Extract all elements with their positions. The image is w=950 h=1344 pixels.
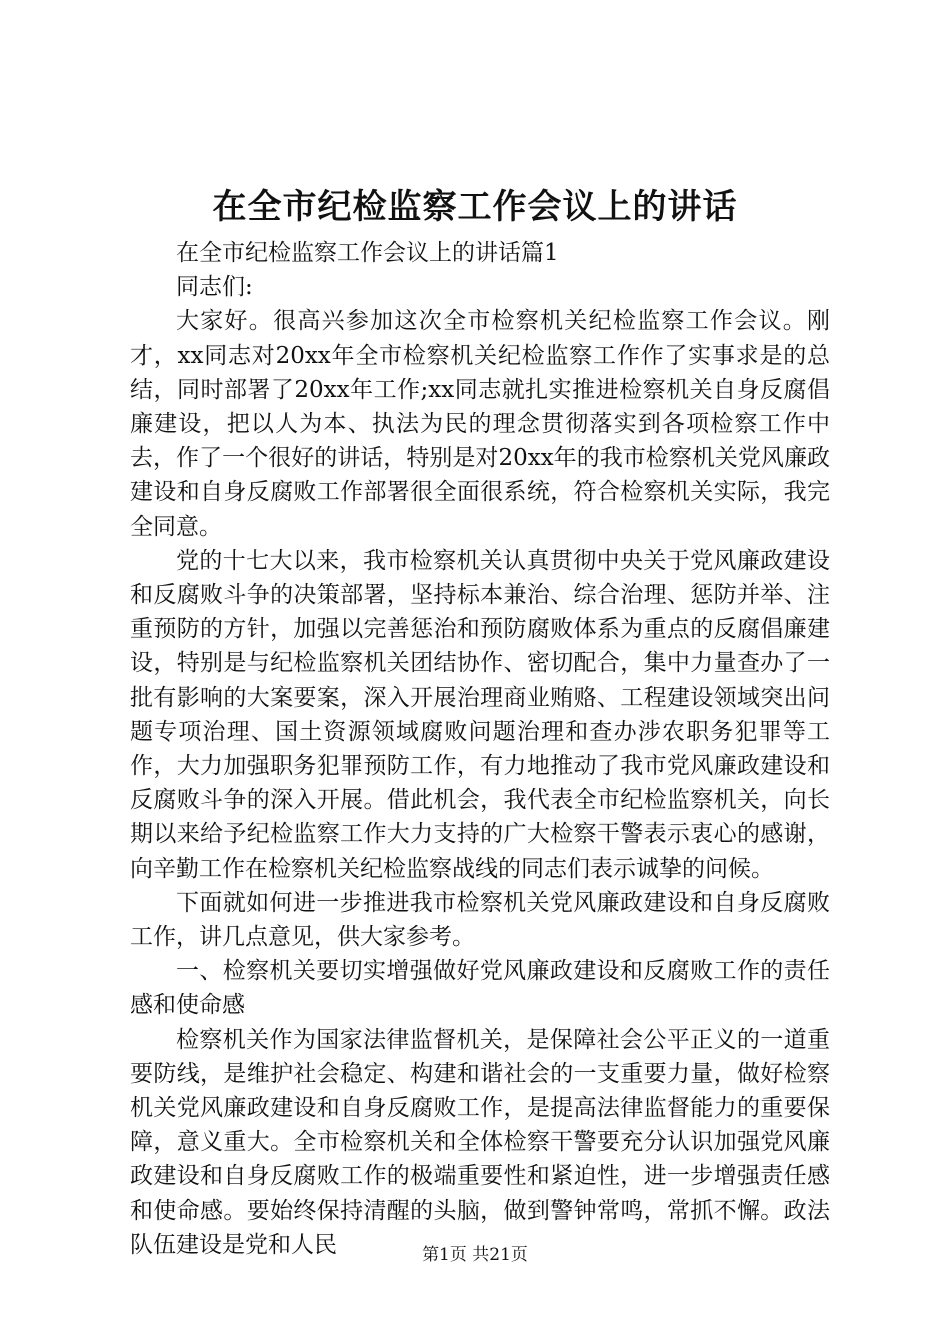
body-paragraph: 检察机关作为国家法律监督机关，是保障社会公平正义的一道重要防线，是维护社会稳定、构建和谐社会的一支重要力量，做好检察机关党风廉政建设和自身反腐败工作，是提高法律监督能力的重要保障，意义重大。全市检察机关和全体检察干警要充分认识加强党风廉政建设和自身反腐败工作的极端重要性和紧迫性，进一步增强责任感和使命感。要始终保持清醒的头脑，做到警钟常鸣，常抓不懈。政法队伍建设是党和人民 [130,1026,830,1258]
document-title: 在全市纪检监察工作会议上的讲话 [212,187,738,227]
section-heading: 在全市纪检监察工作会议上的讲话篇1 [176,240,559,266]
subsection-heading: 一、检察机关要切实增强做好党风廉政建设和反腐败工作的责任感和使命感 [130,958,830,1019]
page-number-footer: 第1页 共21页 [422,1245,528,1265]
body-paragraph: 大家好。很高兴参加这次全市检察机关纪检监察工作会议。刚才，xx同志对20xx年全市检察机关纪检监察工作作了实事求是的总结，同时部署了20xx年工作;xx同志就扎实推进检察机关自身反腐倡廉建设，把以人为本、执法为民的理念贯彻落实到各项检察工作中去，作了一个很好的讲话，特别是对20xx年的我市检察机关党风廉政建设和自身反腐败工作部署很全面很系统，符合检察机关实际，我完全同意。 [130,308,830,540]
salutation: 同志们: [176,274,253,301]
body-paragraph: 党的十七大以来，我市检察机关认真贯彻中央关于党风廉政建设和反腐败斗争的决策部署，坚持标本兼治、综合治理、惩防并举、注重预防的方针，加强以完善惩治和预防腐败体系为重点的反腐倡廉建设，特别是与纪检监察机关团结协作、密切配合，集中力量查办了一批有影响的大案要案，深入开展治理商业贿赂、工程建设领域突出问题专项治理、国土资源领域腐败问题治理和查办涉农职务犯罪等工作，大力加强职务犯罪预防工作，有力地推动了我市党风廉政建设和反腐败斗争的深入开展。借此机会，我代表全市纪检监察机关，向长期以来给予纪检监察工作大力支持的广大检察干警表示衷心的感谢，向辛勤工作在检察机关纪检监察战线的同志们表示诚挚的问候。 [130,547,830,882]
document-body [130,236,830,1262]
body-paragraph: 下面就如何进一步推进我市检察机关党风廉政建设和自身反腐败工作，讲几点意见，供大家参考。 [130,889,830,951]
